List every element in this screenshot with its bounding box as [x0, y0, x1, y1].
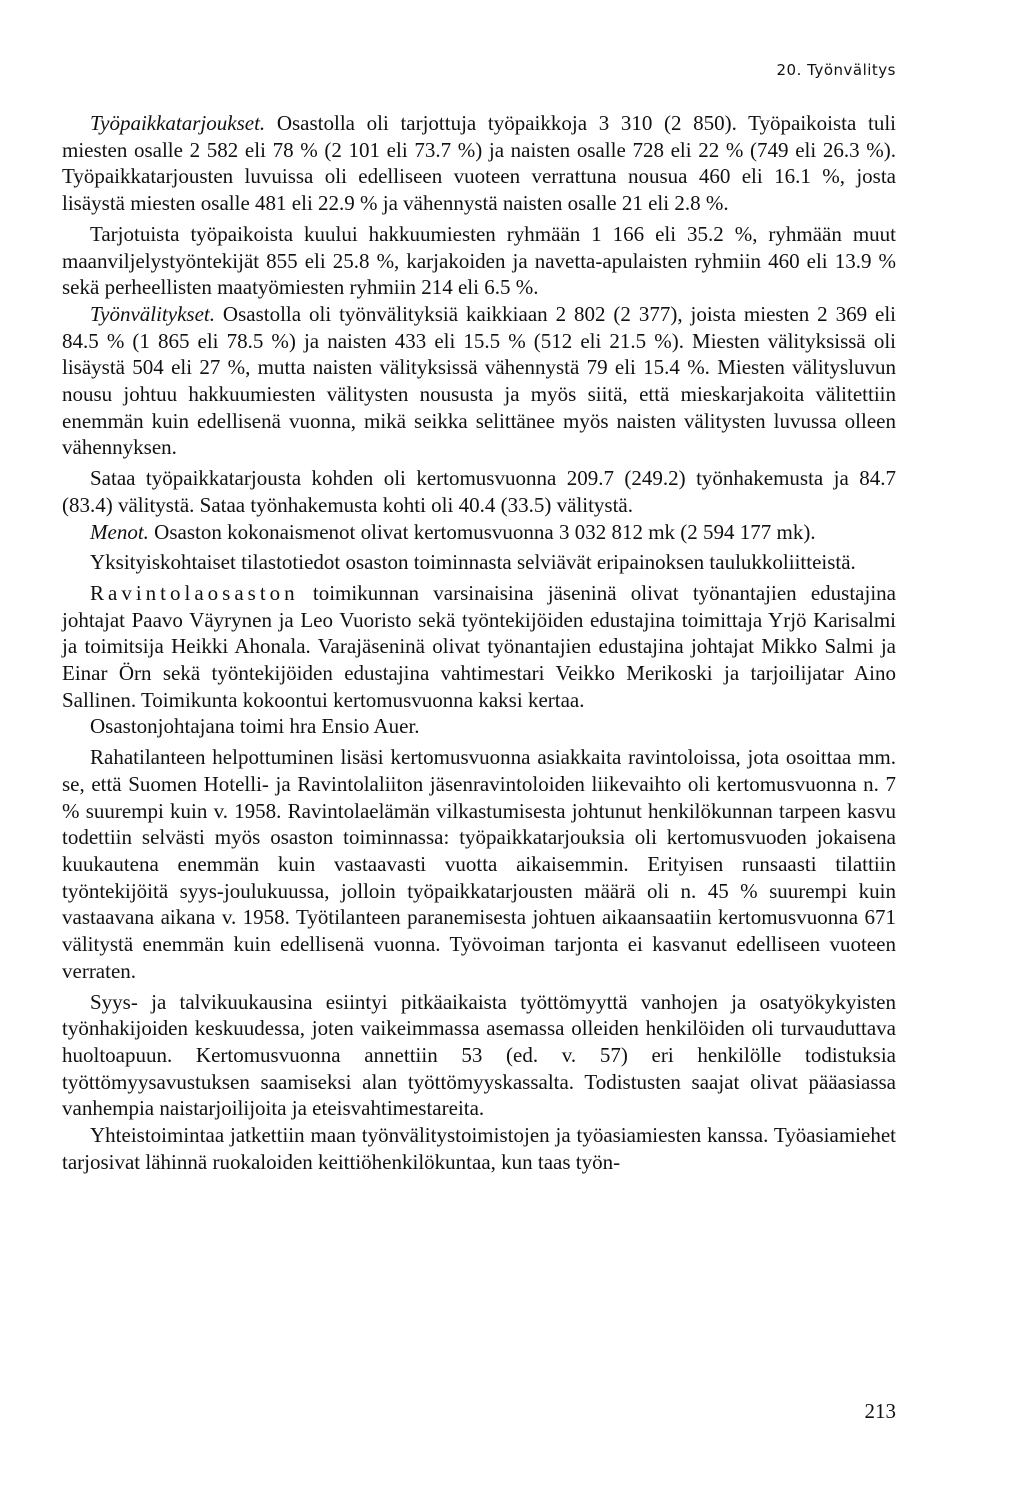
paragraph-text: Tarjotuista työpaikoista kuului hakkuumiesten ryhmään 1 166 eli 35.2 %, ryhmään muut maanviljelystyöntekijät 855 eli 25.8 %, karjakoiden ja navetta-apulaisten ryhmiin 460 eli 13.9 % sekä perheellisten maatyömiesten ryhmiin 214 eli 6.5 %. [62, 221, 896, 300]
paragraph-financial-situation [62, 744, 896, 984]
paragraph-lead: Menot. [90, 519, 149, 544]
paragraph-placements [62, 301, 896, 461]
body-text [62, 110, 896, 1175]
paragraph-text: toimikunnan varsinaisina jäseninä olivat työnantajien edustajina johtajat Paavo Väyrynen ja Leo Vuoristo sekä työntekijöiden edustajina toimittaja Yrjö Karisalmi ja toimitsija Heikki Ahonala. Varajäseninä olivat työnantajien edustajina johtajat Mikko Salmi ja Einar Örn sekä työntekijöiden edustajina vahtimestari Veikko Merikoski ja tarjoilijatar Aino Sallinen. Toimikunta kokoontui kertomusvuonna kaksi kertaa. [62, 580, 896, 712]
paragraph-ratios [62, 465, 896, 518]
running-header: 20. Työnvälitys [776, 61, 896, 79]
paragraph-text: Yksityiskohtaiset tilastotiedot osaston toiminnasta selviävät eripainoksen taulukkoliitteistä. [90, 550, 856, 575]
paragraph-text: Osastonjohtajana toimi hra Ensio Auer. [90, 714, 420, 739]
paragraph-text: Osastolla oli työnvälityksiä kaikkiaan 2 802 (2 377), joista miesten 2 369 eli 84.5 % (1 865 eli 78.5 %) ja naisten 433 eli 15.5 % (512 eli 21.5 %). Miesten välityksissä oli lisäystä 504 eli 27 %, mutta naisten välityksissä vähennystä 79 eli 15.4 %. Miesten välitysluvun nousu johtuu hakkuumiesten välitysten noususta ja myös siitä, että mieskarjakoita välitettiin enemmän kuin edellisenä vuonna, mikä seikka selittänee myös naisten välitysten luvussa olleen vähennyksen. [62, 301, 896, 460]
paragraph-statistics [62, 549, 896, 576]
paragraph-lead: Työnvälitykset. [90, 301, 215, 326]
paragraph-unemployment [62, 989, 896, 1123]
paragraph-text: Syys- ja talvikuukausina esiintyi pitkäaikaista työttömyyttä vanhojen ja osatyökykyisten työnhakijoiden keskuudessa, joten vaikeimmassa asemassa olleiden henkilöiden oli turvauduttava huoltoapuun. Kertomusvuonna annettiin 53 (ed. v. 57) eri henkilölle todistuksia työttömyysavustuksen saamiseksi alan työttömyyskassalta. Todistusten saajat olivat pääasiassa vanhempia naistarjoilijoita ja eteisvahtimestareita. [62, 989, 896, 1121]
page-number: 213 [864, 1399, 896, 1423]
paragraph-department-head [62, 713, 896, 740]
paragraph-text: Sataa työpaikkatarjousta kohden oli kertomusvuonna 209.7 (249.2) työnhakemusta ja 84.7 (83.4) välitystä. Sataa työnhakemusta kohti oli 40.4 (33.5) välitystä. [62, 466, 896, 517]
paragraph-lead: Työpaikkatarjoukset. [90, 111, 266, 135]
paragraph-offer-groups [62, 221, 896, 301]
paragraph-text: Osaston kokonaismenot olivat kertomusvuonna 3 032 812 mk (2 594 177 mk). [148, 519, 816, 544]
section-heading-spaced: Ravintolaosaston [90, 580, 299, 605]
paragraph-cooperation [62, 1122, 896, 1175]
paragraph-text: Rahatilanteen helpottuminen lisäsi kertomusvuonna asiakkaita ravintoloissa, jota osoittaa mm. se, että Suomen Hotelli- ja Ravintolaliiton jäsenravintoloiden liikevaihto oli kertomusvuonna n. 7 % suurempi kuin v. 1958. Ravintolaelämän vilkastumisesta johtunut henkilökunnan tarpeen kasvu todettiin selvästi myös osaston toiminnassa: työpaikkatarjouksia oli kertomusvuoden jokaisena kuukautena enemmän kuin vastaavasti vuotta aikaisemmin. Erityisen runsaasti tilattiin työntekijöitä syys-joulukuussa, jolloin työpaikkatarjousten määrä oli n. 45 % suurempi kuin vastaavana aikana v. 1958. Työtilanteen paranemisesta johtuen aikaansaatiin kertomusvuonna 671 välitystä enemmän kuin edellisenä vuonna. Työvoiman tarjonta ei kasvanut edelliseen vuoteen verraten. [62, 745, 896, 983]
paragraph-text: Yhteistoimintaa jatkettiin maan työnvälitystoimistojen ja työasiamiesten kanssa. Työasiamiehet tarjosivat lähinnä ruokaloiden keittiöhenkilökuntaa, kun taas työn- [62, 1123, 896, 1174]
paragraph-text: Osastolla oli tarjottuja työpaikkoja 3 310 (2 850). Työpaikoista tuli miesten osalle 2 582 eli 78 % (2 101 eli 73.7 %) ja naisten osalle 728 eli 22 % (749 eli 26.3 %). Työpaikkatarjousten luvuissa oli edelliseen vuoteen verrattuna nousua 460 eli 16.1 %, josta lisäystä miesten osalle 481 eli 22.9 % ja vähennystä naisten osalle 21 eli 2.8 %. [62, 111, 896, 216]
paragraph-restaurant-committee [62, 580, 896, 714]
paragraph-expenses [62, 519, 896, 546]
paragraph-job-offers [62, 110, 896, 217]
